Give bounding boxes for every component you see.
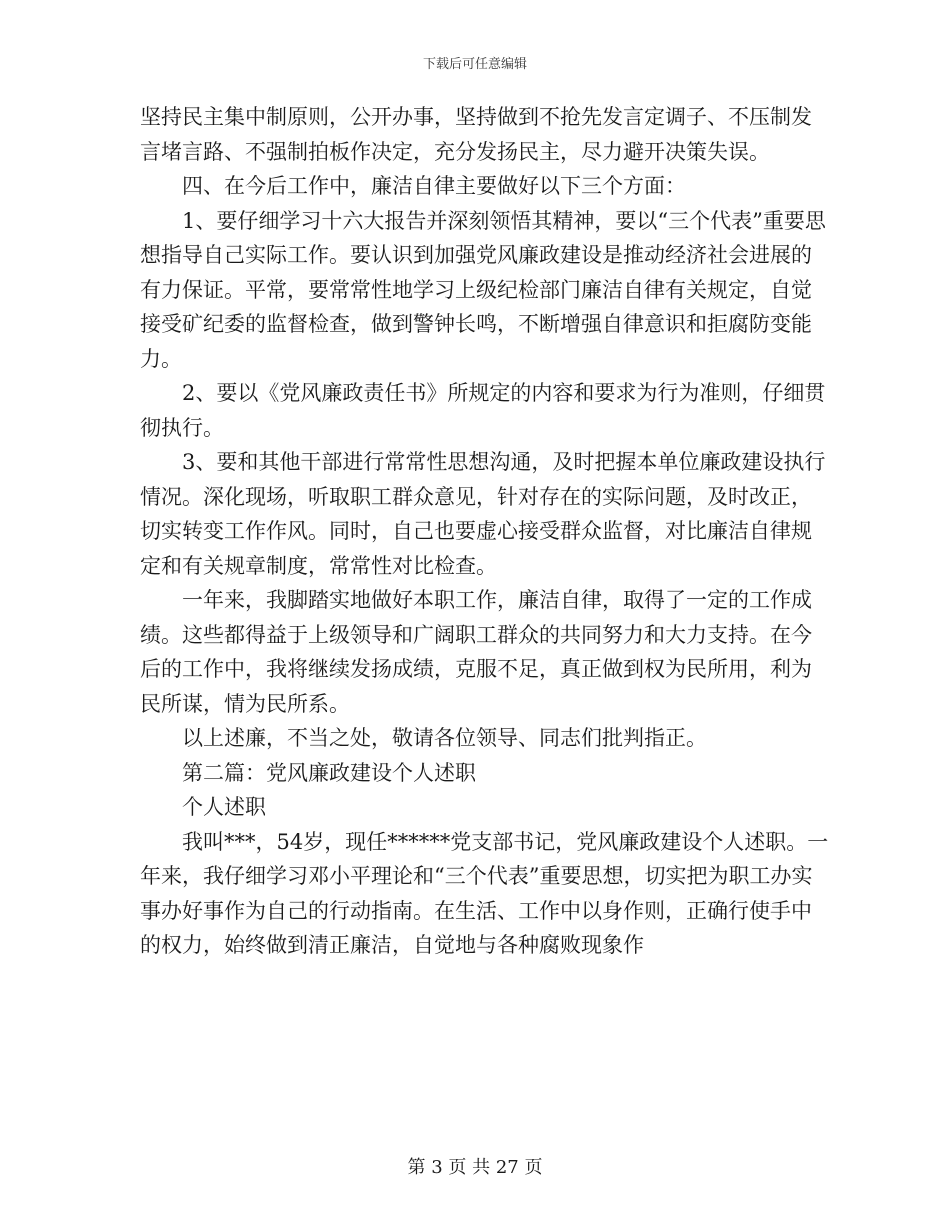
document-body — [140, 100, 830, 963]
page-number: 第 3 页 共 27 页 — [407, 1157, 543, 1178]
paragraph: 3、要和其他干部进行常常性思想沟通，及时把握本单位廉政建设执行情况。深化现场，听取职工群众意见，针对存在的实际问题，及时改正，切实转变工作作风。同时，自己也要虚心接受群众监督，对比廉洁自律规定和有关规章制度，常常性对比检查。 — [140, 450, 826, 578]
paragraph: 2、要以《党风廉政责任书》所规定的内容和要求为行为准则，仔细贯彻执行。 — [140, 381, 826, 440]
paragraph: 我叫***，54岁，现任******党支部书记，党风廉政建设个人述职。一年来，我仔细学习邓小平理论和“三个代表”重要思想，切实把为职工办实事办好事作为自己的行动指南。在生活、工作中以身作则，正确行使手中的权力，始终做到清正廉洁，自觉地与各种腐败现象作 — [140, 829, 829, 957]
paragraph: 一年来，我脚踏实地做好本职工作，廉洁自律，取得了一定的工作成绩。这些都得益于上级领导和广阔职工群众的共同努力和大力支持。在今后的工作中，我将继续发扬成绩，克服不足，真正做到权为民所用，利为民所谋，情为民所系。 — [140, 588, 812, 716]
subsection-heading: 个人述职 — [182, 795, 266, 819]
page-header: 下载后可任意编辑 — [422, 57, 527, 72]
section-heading: 第二篇：党风廉政建设个人述职 — [182, 760, 476, 785]
paragraph: 四、在今后工作中，廉洁自律主要做好以下三个方面： — [182, 174, 686, 198]
paragraph: 坚持民主集中制原则，公开办事，坚持做到不抢先发言定调子、不压制发言堵言路、不强制拍板作决定，充分发扬民主，尽力避开决策失误。 — [140, 105, 812, 164]
paragraph: 以上述廉，不当之处，敬请各位领导、同志们批判指正。 — [182, 726, 707, 750]
paragraph: 1、要仔细学习十六大报告并深刻领悟其精神，要以“三个代表”重要思想指导自己实际工作。要认识到加强党风廉政建设是推动经济社会进展的有力保证。平常，要常常性地学习上级纪检部门廉洁自律有关规定，自觉接受矿纪委的监督检查，做到警钟长鸣，不断增强自律意识和拒腐防变能力。 — [140, 208, 826, 371]
